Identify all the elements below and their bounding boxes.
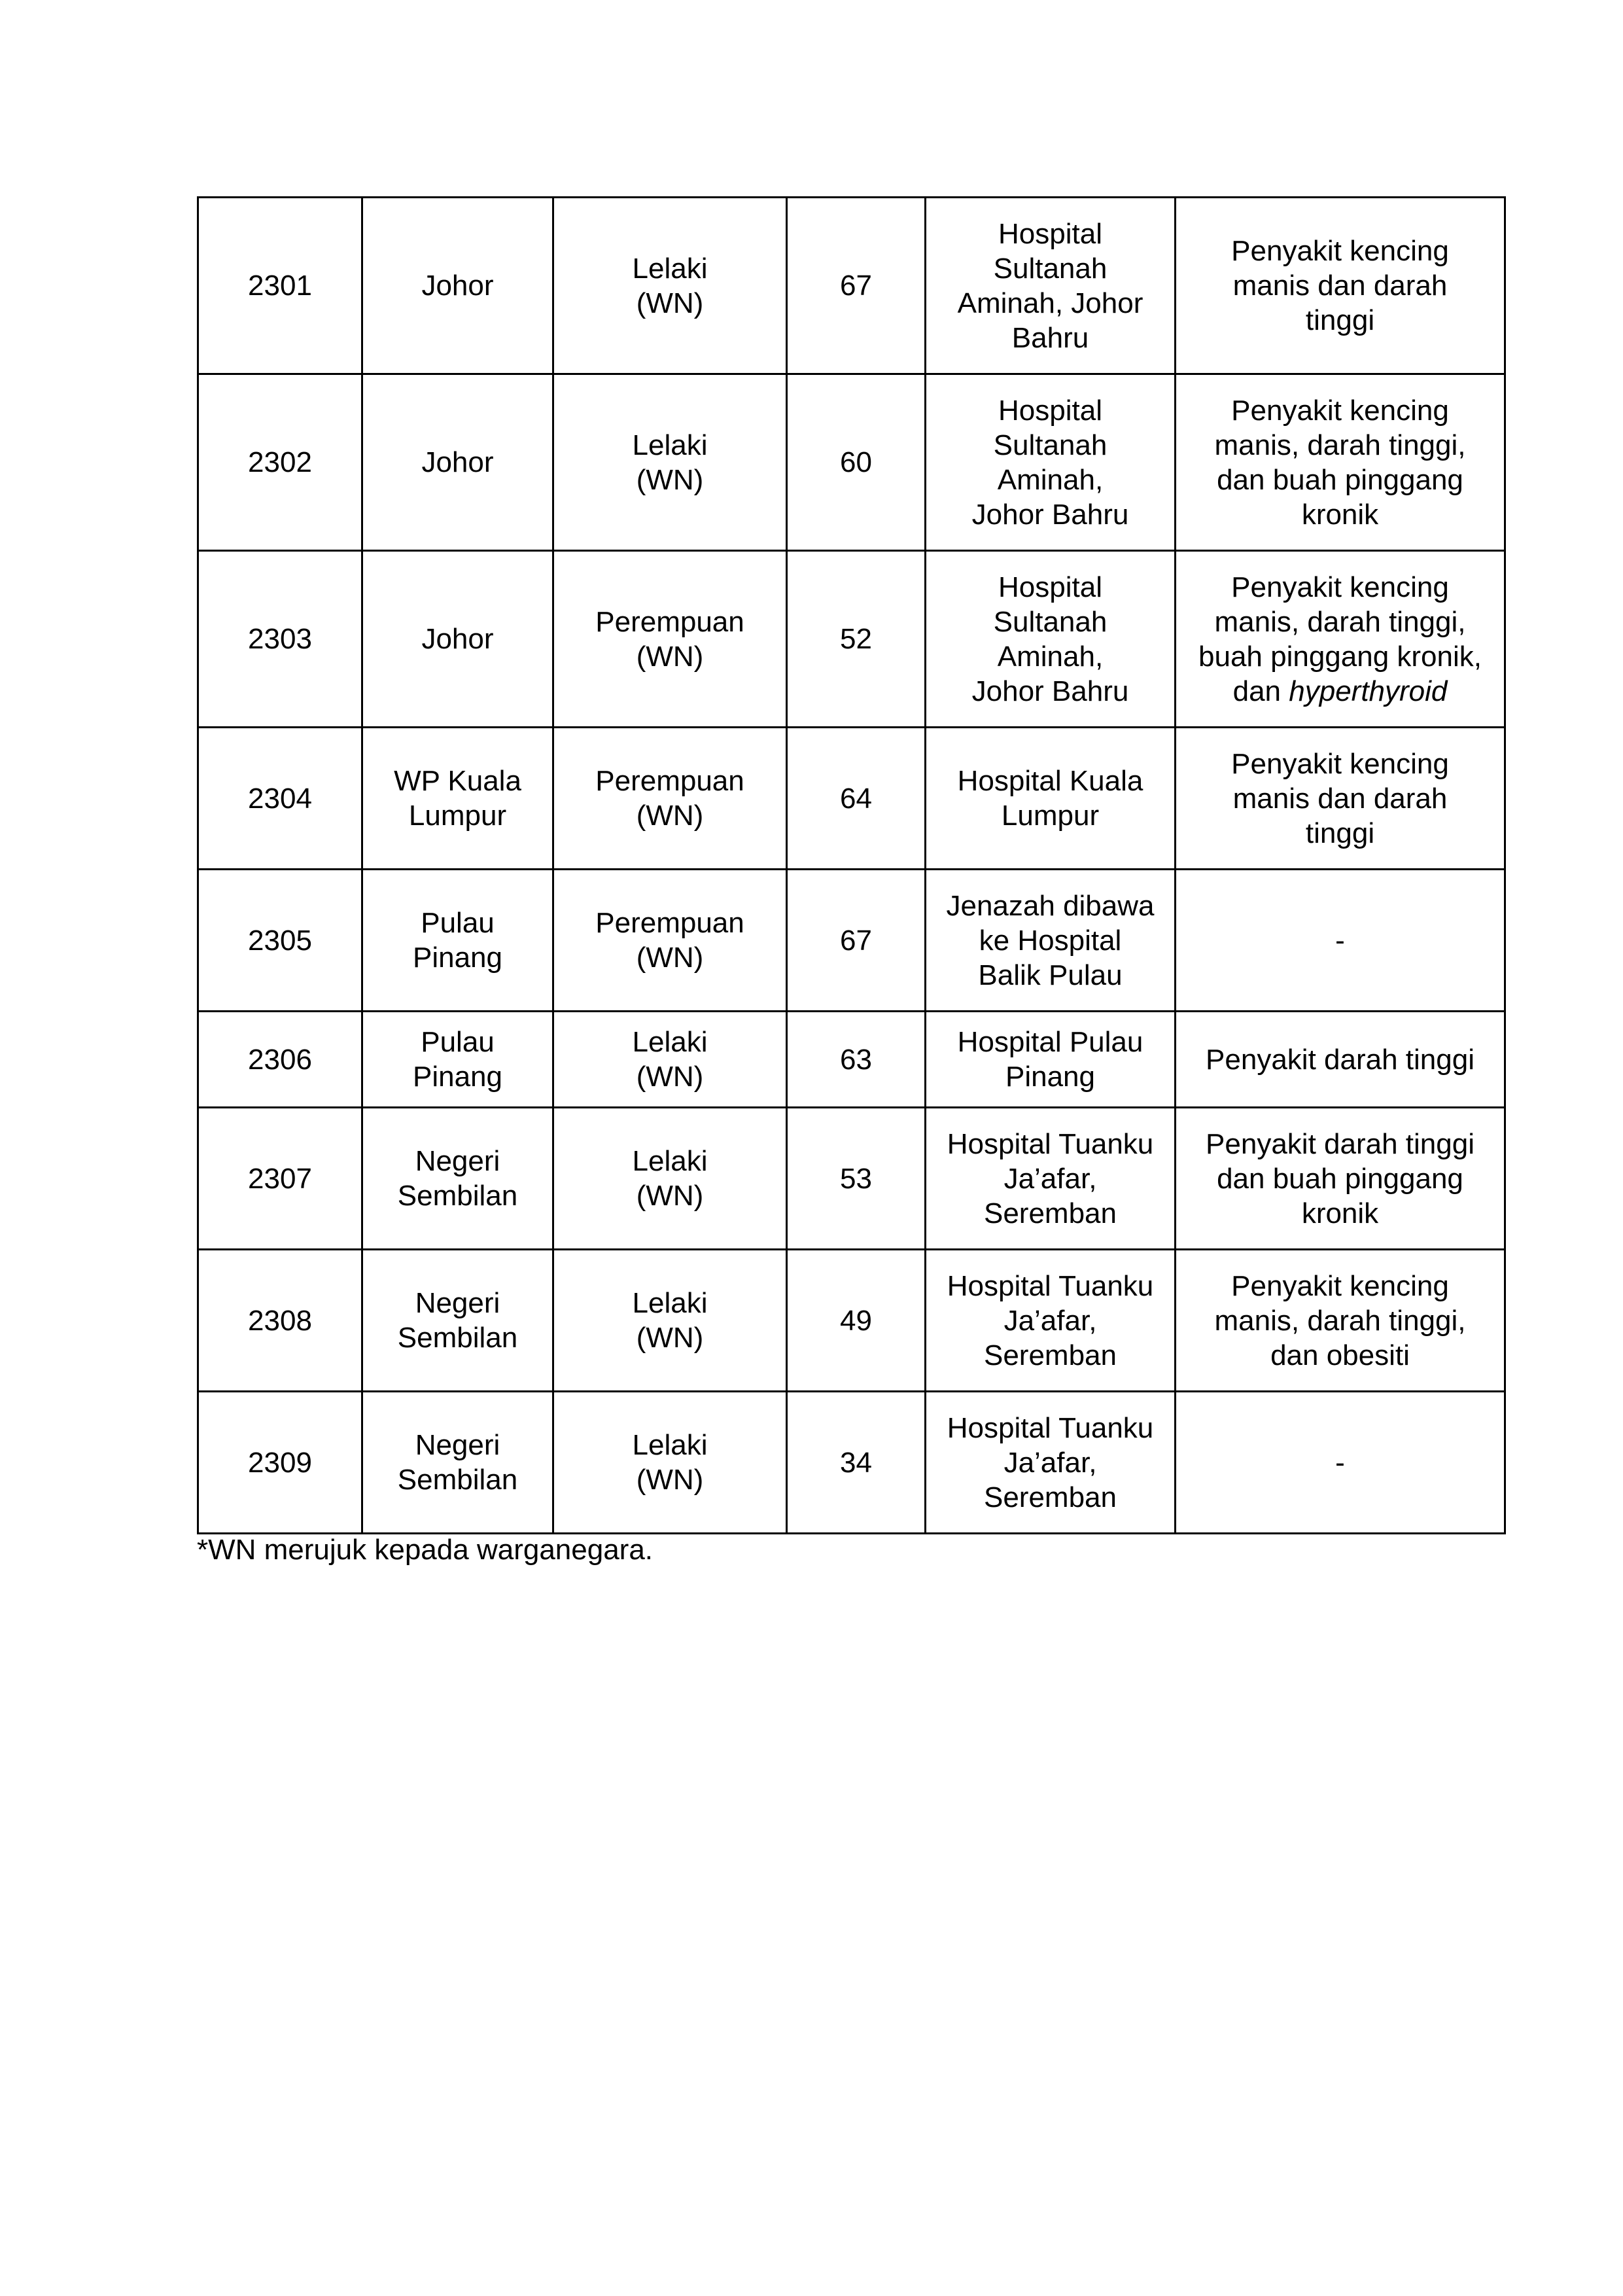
table-row [198,728,1505,870]
case-number-cell: 2303 [198,551,362,728]
gender-cell: Lelaki (WN) [553,1012,787,1108]
hospital-cell: Hospital Tuanku Ja’afar, Seremban [926,1108,1176,1250]
gender-cell: Lelaki (WN) [553,198,787,374]
table-row [198,551,1505,728]
table-row [198,1392,1505,1534]
age-cell: 63 [787,1012,926,1108]
death-cases-table [197,196,1506,1534]
comorbidity-italic-text: hyperthyroid [1289,675,1448,707]
hospital-cell: Hospital Sultanah Aminah, Johor Bahru [926,198,1176,374]
age-cell: 67 [787,198,926,374]
comorbidity-cell: - [1176,1392,1505,1534]
hospital-cell: Hospital Sultanah Aminah, Johor Bahru [926,551,1176,728]
comorbidity-cell: Penyakit kencing manis dan darah tinggi [1176,198,1505,374]
hospital-cell: Jenazah dibawa ke Hospital Balik Pulau [926,870,1176,1012]
state-cell: Johor [362,374,553,551]
gender-cell: Perempuan (WN) [553,870,787,1012]
case-number-cell: 2301 [198,198,362,374]
case-number-cell: 2308 [198,1250,362,1392]
age-cell: 60 [787,374,926,551]
comorbidity-cell: Penyakit kencing manis, darah tinggi, dan obesiti [1176,1250,1505,1392]
state-cell: Pulau Pinang [362,1012,553,1108]
age-cell: 53 [787,1108,926,1250]
gender-cell: Lelaki (WN) [553,1392,787,1534]
table-row [198,1108,1505,1250]
state-cell: Negeri Sembilan [362,1108,553,1250]
comorbidity-cell [1176,551,1505,728]
state-cell: WP Kuala Lumpur [362,728,553,870]
table-row [198,870,1505,1012]
gender-cell: Lelaki (WN) [553,1108,787,1250]
comorbidity-text: Penyakit kencing manis, darah tinggi, buah pinggang kronik, dan [1198,571,1482,707]
age-cell: 67 [787,870,926,1012]
case-number-cell: 2307 [198,1108,362,1250]
hospital-cell: Hospital Sultanah Aminah, Johor Bahru [926,374,1176,551]
gender-cell: Lelaki (WN) [553,374,787,551]
state-cell: Pulau Pinang [362,870,553,1012]
comorbidity-cell: Penyakit darah tinggi [1176,1012,1505,1108]
hospital-cell: Hospital Pulau Pinang [926,1012,1176,1108]
comorbidity-cell: Penyakit kencing manis, darah tinggi, dan buah pinggang kronik [1176,374,1505,551]
age-cell: 64 [787,728,926,870]
gender-cell: Perempuan (WN) [553,728,787,870]
comorbidity-cell: - [1176,870,1505,1012]
state-cell: Negeri Sembilan [362,1250,553,1392]
hospital-cell: Hospital Kuala Lumpur [926,728,1176,870]
table-row [198,1012,1505,1108]
age-cell: 34 [787,1392,926,1534]
table-body [198,198,1505,1534]
hospital-cell: Hospital Tuanku Ja’afar, Seremban [926,1392,1176,1534]
case-number-cell: 2309 [198,1392,362,1534]
age-cell: 52 [787,551,926,728]
gender-cell: Lelaki (WN) [553,1250,787,1392]
case-number-cell: 2306 [198,1012,362,1108]
comorbidity-cell: Penyakit kencing manis dan darah tinggi [1176,728,1505,870]
case-number-cell: 2302 [198,374,362,551]
state-cell: Johor [362,551,553,728]
table-row [198,198,1505,374]
hospital-cell: Hospital Tuanku Ja’afar, Seremban [926,1250,1176,1392]
footnote: *WN merujuk kepada warganegara. [197,1534,654,1566]
table-row [198,1250,1505,1392]
case-number-cell: 2304 [198,728,362,870]
comorbidity-cell: Penyakit darah tinggi dan buah pinggang kronik [1176,1108,1505,1250]
gender-cell: Perempuan (WN) [553,551,787,728]
state-cell: Johor [362,198,553,374]
state-cell: Negeri Sembilan [362,1392,553,1534]
age-cell: 49 [787,1250,926,1392]
case-number-cell: 2305 [198,870,362,1012]
table-row [198,374,1505,551]
